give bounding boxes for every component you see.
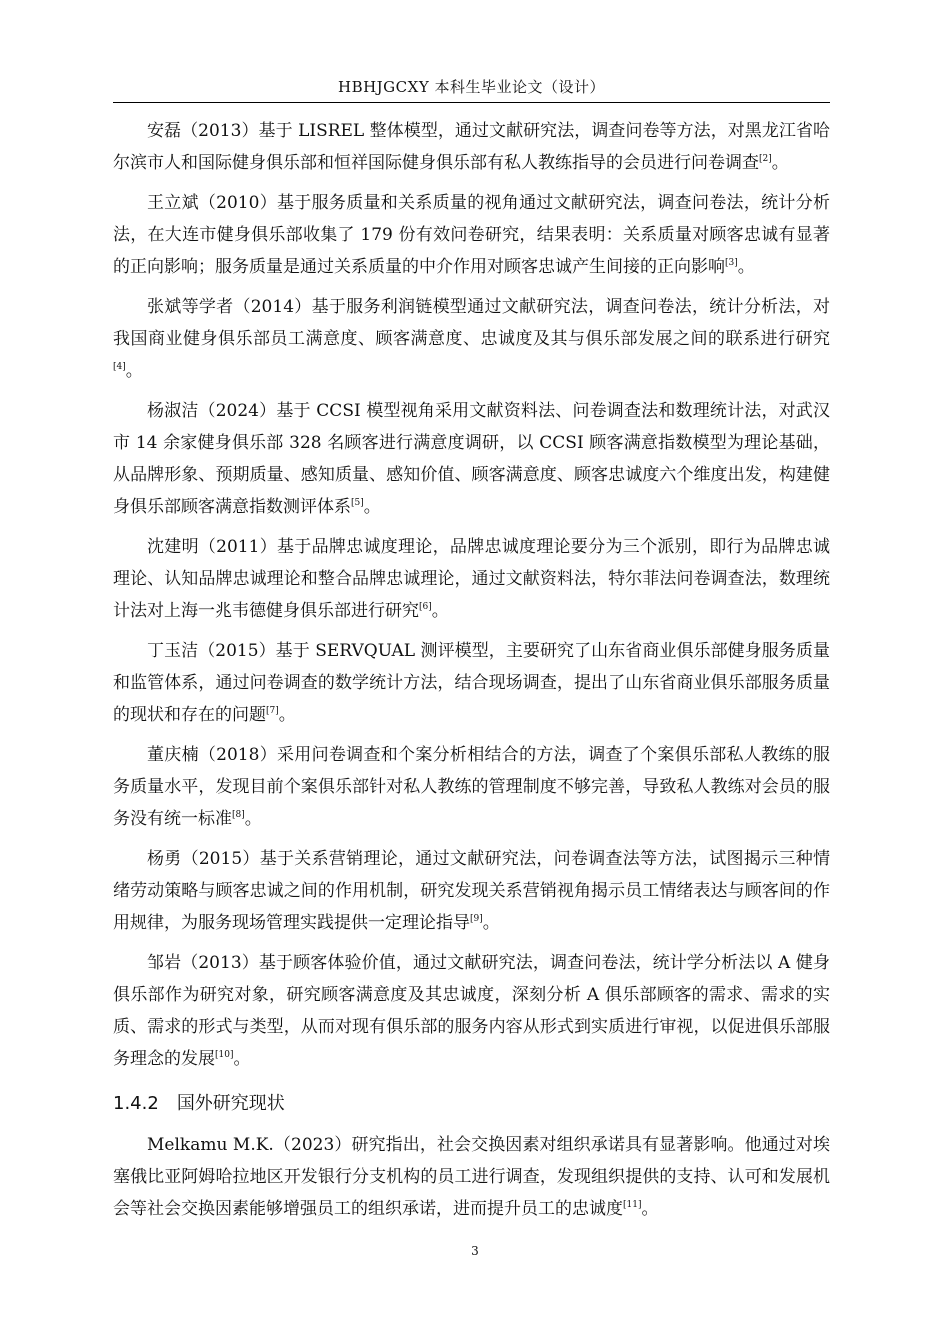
- paragraph: [113, 739, 830, 835]
- paragraph-text: 杨勇（2015）基于关系营销理论，通过文献研究法，问卷调查法等方法，试图揭示三种情绪劳动策略与顾客忠诚之间的作用机制，研究发现关系营销视角揭示员工情绪表达与顾客间的作用规律，为服务现场管理实践提供一定理论指导: [113, 849, 830, 933]
- citation-ref: [6]: [419, 602, 432, 612]
- citation-ref: [7]: [266, 706, 279, 716]
- paragraph-end: 。: [363, 497, 381, 517]
- section-number: 1.4.2: [113, 1093, 159, 1114]
- paragraph: [113, 115, 830, 179]
- paragraph: [113, 187, 830, 283]
- paragraph: [113, 1129, 830, 1225]
- section-title: 国外研究现状: [176, 1093, 285, 1114]
- citation-ref: [8]: [232, 810, 245, 820]
- paragraph-text: 邹岩（2013）基于顾客体验价值，通过文献研究法，调查问卷法，统计学分析法以 A 健身俱乐部作为研究对象，研究顾客满意度及其忠诚度，深刻分析 A 俱乐部顾客的需求、需求的实质、需求的形式与类型，从而对现有俱乐部的服务内容从形式到实质进行审视，以促进俱乐部服务理念的发展: [113, 953, 830, 1069]
- citation-ref: [10]: [215, 1050, 234, 1060]
- header-title: HBHJGCXY 本科生毕业论文（设计）: [337, 78, 605, 96]
- paragraph-end: 。: [244, 809, 262, 829]
- paragraph: [113, 531, 830, 627]
- paragraph-text: 杨淑洁（2024）基于 CCSI 模型视角采用文献资料法、问卷调查法和数理统计法，对武汉市 14 余家健身俱乐部 328 名顾客进行满意度调研，以 CCSI 顾客满意指数模型为理论基础，从品牌形象、预期质量、感知质量、感知价值、顾客满意度、顾客忠诚度六个维度出发，构建健身俱乐部顾客满意指数测评体系: [113, 401, 830, 517]
- paragraph: [113, 395, 830, 523]
- paragraph-text: 丁玉洁（2015）基于 SERVQUAL 测评模型，主要研究了山东省商业俱乐部健身服务质量和监管体系，通过问卷调查的数学统计方法，结合现场调查，提出了山东省商业俱乐部服务质量的现状和存在的问题: [113, 641, 830, 725]
- paragraph-end: 。: [482, 913, 500, 933]
- citation-ref: [2]: [759, 154, 772, 164]
- citation-ref: [3]: [725, 258, 738, 268]
- paragraph: [113, 843, 830, 939]
- paragraph: [113, 947, 830, 1075]
- page-header: [113, 74, 830, 103]
- paragraph-text: 王立斌（2010）基于服务质量和关系质量的视角通过文献研究法，调查问卷法，统计分析法，在大连市健身俱乐部收集了 179 份有效问卷研究，结果表明：关系质量对顾客忠诚有显著的正向影响；服务质量是通过关系质量的中介作用对顾客忠诚产生间接的正向影响: [113, 193, 830, 277]
- paragraph-end: 。: [431, 601, 449, 621]
- citation-ref: [5]: [351, 498, 364, 508]
- document-body: [113, 115, 830, 1233]
- paragraph-text: 董庆楠（2018）采用问卷调查和个案分析相结合的方法，调查了个案俱乐部私人教练的服务质量水平，发现目前个案俱乐部针对私人教练的管理制度不够完善，导致私人教练对会员的服务没有统一标准: [113, 745, 830, 829]
- paragraph-end: 。: [641, 1199, 659, 1219]
- paragraph-end: 。: [125, 361, 143, 381]
- paragraph-end: 。: [278, 705, 296, 725]
- paragraph-text: 张斌等学者（2014）基于服务利润链模型通过文献研究法，调查问卷法，统计分析法，对我国商业健身俱乐部员工满意度、顾客满意度、忠诚度及其与俱乐部发展之间的联系进行研究: [113, 297, 830, 349]
- citation-ref: [9]: [470, 914, 483, 924]
- paragraph-end: 。: [233, 1049, 251, 1069]
- paragraph-text: Melkamu M.K.（2023）研究指出，社会交换因素对组织承诺具有显著影响。他通过对埃塞俄比亚阿姆哈拉地区开发银行分支机构的员工进行调查，发现组织提供的支持、认可和发展机会等社会交换因素能够增强员工的组织承诺，进而提升员工的忠诚度: [113, 1135, 830, 1219]
- citation-ref: [11]: [623, 1200, 642, 1210]
- section-heading: [113, 1089, 830, 1119]
- paragraph: [113, 291, 830, 387]
- paragraph-text: 沈建明（2011）基于品牌忠诚度理论，品牌忠诚度理论要分为三个派别，即行为品牌忠诚理论、认知品牌忠诚理论和整合品牌忠诚理论，通过文献资料法，特尔菲法问卷调查法，数理统计法对上海一兆韦德健身俱乐部进行研究: [113, 537, 830, 621]
- paragraph-end: 。: [771, 153, 789, 173]
- paragraph-end: 。: [737, 257, 755, 277]
- paragraph: [113, 635, 830, 731]
- paragraph-text: 安磊（2013）基于 LISREL 整体模型，通过文献研究法，调查问卷等方法，对黑龙江省哈尔滨市人和国际健身俱乐部和恒祥国际健身俱乐部有私人教练指导的会员进行问卷调查: [113, 121, 830, 173]
- page-number: 3: [471, 1244, 479, 1258]
- citation-ref: [4]: [113, 362, 126, 372]
